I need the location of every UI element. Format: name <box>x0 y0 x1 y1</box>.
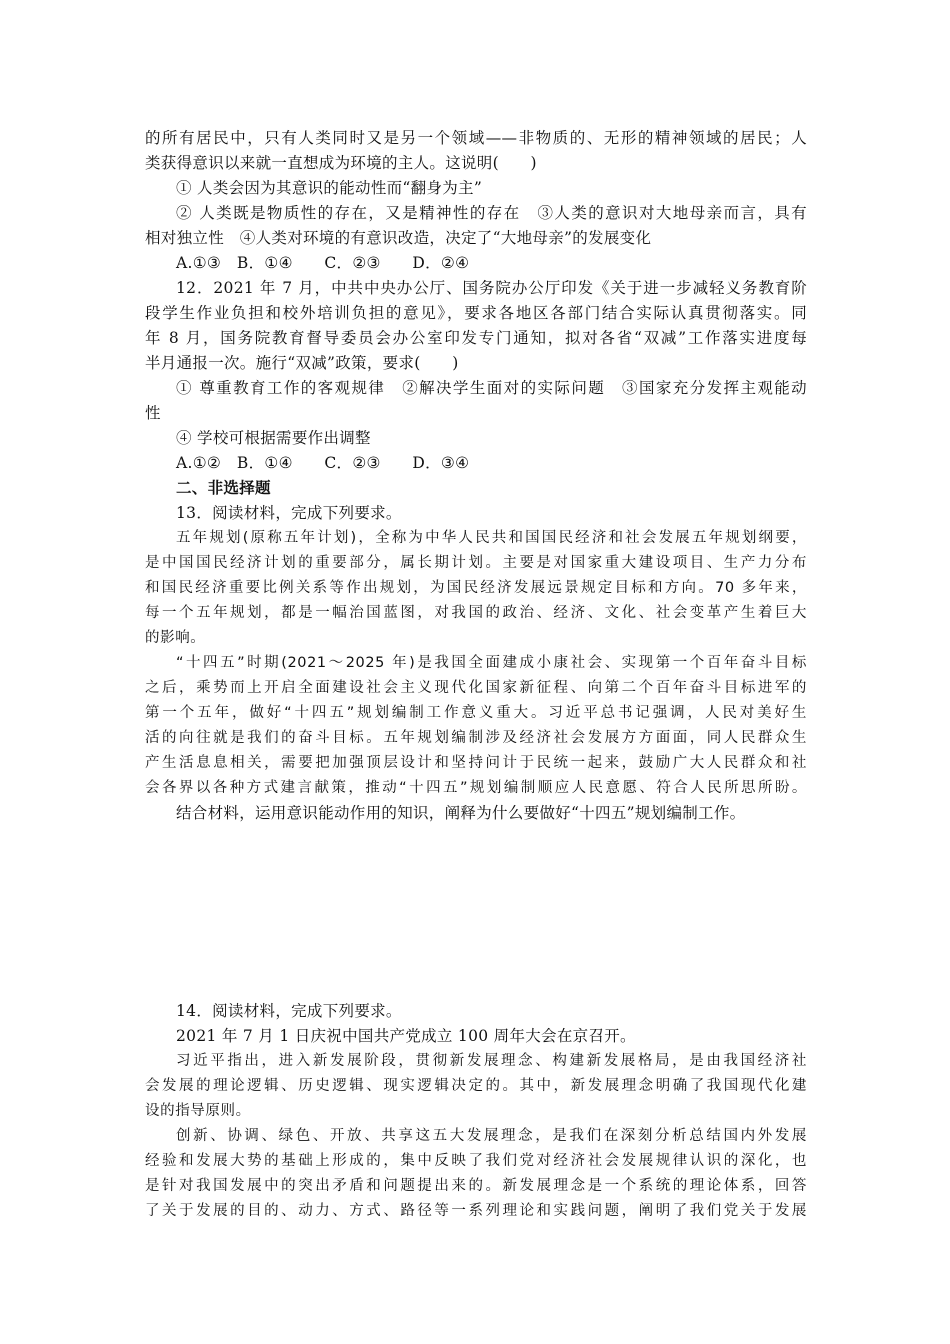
q13-material-1-line-2: 是中国国民经济计划的重要部分，属长期计划。主要是对国家重大建设项目、生产力分布 <box>145 555 807 571</box>
q13-intro: 13．阅读材料，完成下列要求。 <box>176 504 402 522</box>
q11-stem-line-2: 类获得意识以来就一直想成为环境的主人。这说明( ) <box>145 154 537 172</box>
q11-stem-line-1: 的所有居民中，只有人类同时又是另一个领域——非物质的、无形的精神领域的居民；人 <box>145 129 807 147</box>
q13-material-1-line-5: 的影响。 <box>145 630 206 646</box>
q12-stem-line-3: 年 8 月，国务院教育督导委员会办公室印发专门通知，拟对各省“双减”工作落实进度每 <box>145 329 807 347</box>
q14-material-2-line-1: 创新、协调、绿色、开放、共享这五大发展理念，是我们在深刻分析总结国内外发展 <box>176 1128 807 1144</box>
q13-material-2-line-2: 之后，乘势而上开启全面建设社会主义现代化国家新征程、向第二个百年奋斗目标进军的 <box>145 680 807 696</box>
q13-material-2-line-1: “十四五”时期(2021～2025 年)是我国全面建成小康社会、实现第一个百年奋斗目标 <box>176 655 807 671</box>
section-heading: 二、非选择题 <box>176 478 271 497</box>
q12-choices: A.①② B．①④ C．②③ D．③④ <box>176 454 470 472</box>
q11-option-1: ① 人类会因为其意识的能动性而“翻身为主” <box>176 179 483 197</box>
q12-stem-line-1: 12．2021 年 7 月，中共中央办公厅、国务院办公厅印发《关于进一步减轻义务教育阶 <box>176 279 807 297</box>
q13-material-1-line-4: 每一个五年规划，都是一幅治国蓝图，对我国的政治、经济、文化、社会变革产生着巨大 <box>145 605 807 621</box>
q11-choices: A.①③ B．①④ C．②③ D．②④ <box>176 254 470 272</box>
q14-intro: 14．阅读材料，完成下列要求。 <box>176 1002 402 1020</box>
q14-material-1-line-2: 会发展的理论逻辑、历史逻辑、现实逻辑决定的。其中，新发展理念明确了我国现代化建 <box>145 1078 807 1094</box>
q12-option-1-line-2: 性 <box>145 404 161 422</box>
q14-material-2-line-4: 了关于发展的目的、动力、方式、路径等一系列理论和实践问题，阐明了我们党关于发展 <box>145 1203 807 1219</box>
q14-material-1-line-1: 习近平指出，进入新发展阶段，贯彻新发展理念、构建新发展格局，是由我国经济社 <box>176 1053 807 1069</box>
q14-material-1-line-3: 设的指导原则。 <box>145 1103 251 1119</box>
q13-material-2-line-4: 活的向往就是我们的奋斗目标。五年规划编制涉及经济社会发展方方面面，同人民群众生 <box>145 730 807 746</box>
q14-material-2-line-3: 是针对我国发展中的突出矛盾和问题提出来的。新发展理念是一个系统的理论体系，回答 <box>145 1178 807 1194</box>
q12-stem-line-4: 半月通报一次。施行“双减”政策，要求( ) <box>145 354 459 372</box>
q12-option-2: ④ 学校可根据需要作出调整 <box>176 429 371 447</box>
q13-material-1-line-3: 和国民经济重要比例关系等作出规划，为国民经济发展远景规定目标和方向。70 多年来， <box>145 580 807 596</box>
q11-option-2-line-2: 相对独立性 ④人类对环境的有意识改造，决定了“大地母亲”的发展变化 <box>145 229 652 247</box>
q13-material-2-line-5: 产生活息息相关，需要把加强顶层设计和坚持问计于民统一起来，鼓励广大人民群众和社 <box>145 755 807 771</box>
q11-option-2-line-1: ② 人类既是物质性的存在，又是精神性的存在 ③人类的意识对大地母亲而言，具有 <box>176 204 807 222</box>
q12-stem-line-2: 段学生作业负担和校外培训负担的意见》，要求各地区各部门结合实际认真贯彻落实。同 <box>145 304 807 322</box>
q14-material-2-line-2: 经验和发展大势的基础上形成的，集中反映了我们党对经济社会发展规律认识的深化，也 <box>145 1153 807 1169</box>
q14-material-0: 2021 年 7 月 1 日庆祝中国共产党成立 100 周年大会在京召开。 <box>176 1027 636 1045</box>
q13-material-2-line-3: 第一个五年，做好“十四五”规划编制工作意义重大。习近平总书记强调，人民对美好生 <box>145 705 807 721</box>
q13-task: 结合材料，运用意识能动作用的知识，阐释为什么要做好“十四五”规划编制工作。 <box>176 804 746 822</box>
q13-material-1-line-1: 五年规划(原称五年计划)，全称为中华人民共和国国民经济和社会发展五年规划纲要， <box>176 530 807 546</box>
q13-material-2-line-6: 会各界以各种方式建言献策，推动“十四五”规划编制顺应人民意愿、符合人民所思所盼。 <box>145 780 807 796</box>
q12-option-1-line-1: ① 尊重教育工作的客观规律 ②解决学生面对的实际问题 ③国家充分发挥主观能动 <box>176 379 807 397</box>
